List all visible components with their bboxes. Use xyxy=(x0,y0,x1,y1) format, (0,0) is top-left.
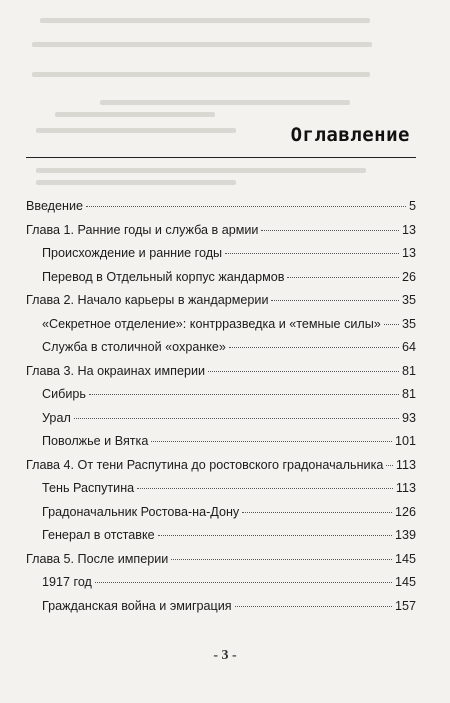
dot-leader xyxy=(225,252,399,254)
toc-entry[interactable] xyxy=(26,317,416,341)
toc-entry[interactable] xyxy=(26,434,416,458)
toc-entry[interactable] xyxy=(26,575,416,599)
show-through-text xyxy=(0,0,450,200)
toc-entry-page: 81 xyxy=(401,363,416,378)
toc-entry[interactable] xyxy=(26,223,416,247)
table-of-contents xyxy=(26,199,416,622)
dot-leader xyxy=(235,605,392,607)
dot-leader xyxy=(242,511,392,513)
dot-leader xyxy=(95,581,392,583)
toc-entry-page: 101 xyxy=(394,434,416,448)
toc-entry-page: 145 xyxy=(394,551,416,566)
toc-entry-title: Гражданская война и эмиграция xyxy=(42,598,232,613)
toc-entry-title: Глава 1. Ранние годы и служба в армии xyxy=(26,222,259,237)
dot-leader xyxy=(384,323,399,325)
toc-entry-page: 64 xyxy=(401,340,416,354)
toc-entry-title: «Секретное отделение»: контрразведка и «темные силы» xyxy=(42,316,381,331)
toc-entry-title: Поволжье и Вятка xyxy=(42,434,149,448)
toc-entry[interactable] xyxy=(26,481,416,505)
toc-entry-page: 113 xyxy=(395,481,416,495)
page-number: - 3 - xyxy=(213,648,237,663)
dot-leader xyxy=(151,440,392,442)
dot-leader xyxy=(86,205,406,207)
toc-entry[interactable] xyxy=(26,270,416,294)
toc-entry-page: 35 xyxy=(401,316,416,331)
dot-leader xyxy=(386,464,393,466)
toc-entry-page: 126 xyxy=(394,504,416,519)
toc-entry-title: Глава 4. От тени Распутина до ростовского градоначальника xyxy=(26,457,384,472)
toc-entry[interactable] xyxy=(26,528,416,552)
toc-entry-title: Введение xyxy=(26,199,84,213)
toc-entry[interactable] xyxy=(26,458,416,482)
dot-leader xyxy=(229,346,399,348)
toc-entry[interactable] xyxy=(26,246,416,270)
toc-entry-title: Тень Распутина xyxy=(42,481,135,495)
toc-heading: Оглавление xyxy=(290,124,410,146)
toc-entry[interactable] xyxy=(26,552,416,576)
toc-entry-page: 93 xyxy=(401,410,416,425)
toc-entry-page: 145 xyxy=(394,575,416,589)
heading-rule xyxy=(26,157,416,158)
toc-entry-page: 139 xyxy=(394,528,416,542)
toc-entry-title: Градоначальник Ростова-на-Дону xyxy=(42,504,240,519)
toc-entry-title: Перевод в Отдельный корпус жандармов xyxy=(42,269,285,284)
toc-entry-page: 113 xyxy=(395,457,416,472)
toc-entry[interactable] xyxy=(26,387,416,411)
toc-entry-title: Генерал в отставке xyxy=(42,528,155,542)
toc-entry-title: Глава 5. После империи xyxy=(26,551,169,566)
dot-leader xyxy=(171,558,392,560)
toc-entry-title: Глава 3. На окраинах империи xyxy=(26,363,206,378)
toc-entry-page: 35 xyxy=(401,293,416,307)
dot-leader xyxy=(158,534,392,536)
toc-entry-page: 81 xyxy=(401,387,416,401)
toc-entry-title: Служба в столичной «охранке» xyxy=(42,340,226,354)
toc-entry[interactable] xyxy=(26,293,416,317)
toc-entry-title: 1917 год xyxy=(42,575,92,589)
toc-entry-page: 26 xyxy=(401,269,416,284)
dot-leader xyxy=(208,370,399,372)
dot-leader xyxy=(271,299,399,301)
toc-entry[interactable] xyxy=(26,599,416,623)
toc-entry[interactable] xyxy=(26,340,416,364)
toc-entry[interactable] xyxy=(26,199,416,223)
toc-entry-page: 13 xyxy=(401,246,416,260)
toc-entry[interactable] xyxy=(26,364,416,388)
toc-entry[interactable] xyxy=(26,505,416,529)
dot-leader xyxy=(137,487,393,489)
toc-entry-title: Урал xyxy=(42,410,71,425)
toc-entry-page: 5 xyxy=(408,199,416,213)
toc-entry-title: Сибирь xyxy=(42,387,86,401)
dot-leader xyxy=(287,276,399,278)
dot-leader xyxy=(261,229,399,231)
toc-entry-title: Глава 2. Начало карьеры в жандармерии xyxy=(26,293,269,307)
dot-leader xyxy=(89,393,399,395)
toc-entry[interactable] xyxy=(26,411,416,435)
toc-entry-title: Происхождение и ранние годы xyxy=(42,246,223,260)
toc-entry-page: 13 xyxy=(401,222,416,237)
dot-leader xyxy=(74,417,399,419)
toc-entry-page: 157 xyxy=(394,598,416,613)
